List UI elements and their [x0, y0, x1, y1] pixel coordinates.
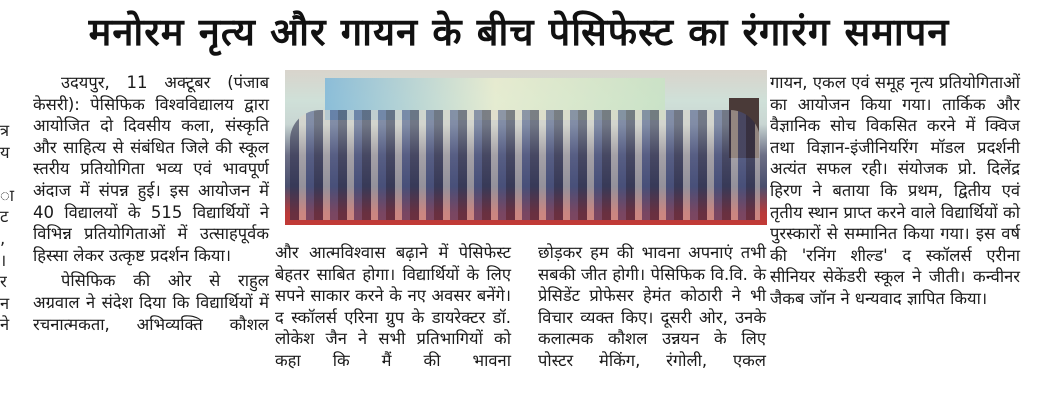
- paragraph: पेसिफिक की ओर से राहुल अग्रवाल ने संदेश दिया कि विद्यार्थियों में रचनात्मकता, अभिव्यक्ति कौशल: [33, 271, 269, 334]
- paragraph: उदयपुर, 11 अक्टूबर (पंजाब केसरी): पेसिफिक विश्वविद्यालय द्वारा आयोजित दो दिवसीय कला, संस्कृति और साहित्य से संबंधित जिले की स्कूल स्तरीय प्रतियोगिता भव्य एवं भावपूर्ण अंदाज में संपन्न हुई। इस आयोजन में 40 विद्यालयों के 515 विद्यार्थियों ने विभिन्न प्रतियोगिताओं में उत्साहपूर्वक हिस्सा लेकर उत्कृष्ट प्रदर्शन किया।: [33, 73, 269, 265]
- article-column-3: [538, 242, 766, 372]
- group-photo: [285, 70, 767, 225]
- article-column-1: [33, 72, 269, 335]
- adjacent-column-fragment: त्र य ा ट , । र न ने: [0, 121, 15, 335]
- article-column-2: [275, 242, 511, 372]
- paragraph: और आत्मविश्वास बढ़ाने में पेसिफेस्ट बेहतर साबित होगा। विद्यार्थियों के लिए सपने साकार करने के नए अवसर बनेंगे। द स्कॉलर्स एरिना ग्रुप के डायरेक्टर डॉ. लोकेश जैन ने सभी प्रतिभागियों को कहा कि मैं की भावना: [275, 243, 511, 370]
- article-column-4: [770, 72, 1020, 310]
- paragraph: गायन, एकल एवं समूह नृत्य प्रतियोगिताओं का आयोजन किया गया। तार्किक और वैज्ञानिक सोच विकसित करने में क्विज तथा विज्ञान-इंजीनियरिंग मॉडल प्रदर्शनी अत्यंत सफल रही। संयोजक प्रो. दिलेंद्र हिरण ने बताया कि प्रथम, द्वितीय एवं तृतीय स्थान प्राप्त करने वाले विद्यार्थियों को पुरस्कारों से सम्मानित किया गया। इस वर्ष की 'रनिंग शील्ड' द स्कॉलर्स एरीना सीनियर सेकेंडरी स्कूल ने जीती। कन्वीनर जैकब जॉन ने धन्यवाद ज्ञापित किया।: [770, 73, 1020, 308]
- photo-people-group: [290, 110, 760, 220]
- paragraph: छोड़कर हम की भावना अपनाएं तभी सबकी जीत होगी। पेसिफिक वि.वि. के प्रेसिडेंट प्रोफेसर हेमंत कोठारी ने भी विचार व्यक्त किए। दूसरी ओर, उनके कलात्मक कौशल उन्नयन के लिए पोस्टर मेकिंग, रंगोली, एकल: [538, 243, 766, 370]
- headline: मनोरम नृत्य और गायन के बीच पेसिफेस्ट का रंगारंग समापन: [88, 10, 950, 54]
